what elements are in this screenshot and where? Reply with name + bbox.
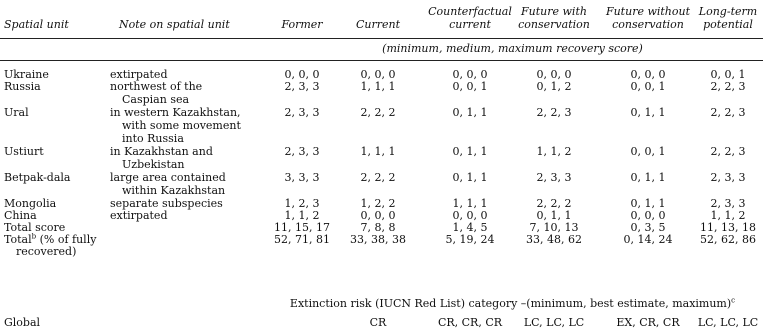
row-current-value: 1, 2, 2 xyxy=(360,197,396,210)
row-former-value: 52, 71, 81 xyxy=(274,233,330,246)
row-note-line: in western Kazakhstan, xyxy=(110,106,241,119)
header-longterm-line1: Long-term xyxy=(698,5,758,18)
row-note-line: within Kazakhstan xyxy=(122,184,226,197)
row-current-value: 33, 38, 38 xyxy=(350,233,406,246)
row-note-line: extirpated xyxy=(110,209,168,222)
row-spatial-unit-text: Total xyxy=(4,233,32,246)
row-longterm-value: 2, 2, 3 xyxy=(710,106,746,119)
header-counterfactual-line1: Counterfactual xyxy=(428,5,512,18)
extinction-header-footnote: c xyxy=(731,296,736,305)
row-future-without-value: 0, 3, 5 xyxy=(630,221,666,234)
row-future-without-value: 0, 0, 0 xyxy=(630,68,666,81)
row-future-with-value: 2, 3, 3 xyxy=(536,171,572,184)
row-former-value: 2, 3, 3 xyxy=(284,145,320,158)
row-future-without-value: 0, 0, 1 xyxy=(630,80,666,93)
row-future-without-value: 0, 1, 1 xyxy=(630,171,666,184)
row-current-value: 7, 8, 8 xyxy=(360,221,396,234)
header-spatial-unit: Spatial unit xyxy=(4,18,69,31)
row-spatial-unit-text: Betpak-dala xyxy=(4,171,71,184)
extinction-header xyxy=(262,298,763,310)
row-spatial-unit-text: Mongolia xyxy=(4,197,57,210)
row-longterm-value: 1, 1, 2 xyxy=(710,209,746,222)
row-note-line: extirpated xyxy=(110,68,168,81)
row-current-value: 2, 2, 2 xyxy=(360,106,396,119)
header-former: Former xyxy=(281,18,323,31)
extinction-global-label: Global xyxy=(4,316,41,329)
row-future-with-value: 2, 2, 2 xyxy=(536,197,572,210)
row-current-value: 2, 2, 2 xyxy=(360,171,396,184)
extinction-future-with: LC, LC, LC xyxy=(523,316,585,329)
row-future-with-value: 1, 1, 2 xyxy=(536,145,572,158)
row-counterfactual-value: 5, 19, 24 xyxy=(445,233,495,246)
header-current: Current xyxy=(355,18,401,31)
row-future-with-value: 0, 1, 2 xyxy=(536,80,572,93)
row-future-with-value: 33, 48, 62 xyxy=(526,233,582,246)
row-spatial-unit-suffix: (% of fully xyxy=(36,233,97,246)
header-longterm-line2: potential xyxy=(703,18,753,31)
row-current-value: 1, 1, 1 xyxy=(360,145,396,158)
row-note-line: separate subspecies xyxy=(110,197,223,210)
row-current-value: 1, 1, 1 xyxy=(360,80,396,93)
row-note-line: Uzbekistan xyxy=(122,158,185,171)
row-counterfactual-value: 0, 0, 1 xyxy=(452,80,488,93)
extinction-future-without: EX, CR, CR xyxy=(616,316,680,329)
row-spatial-unit-text: Ural xyxy=(4,106,29,119)
row-spatial-unit-text: China xyxy=(4,209,37,222)
row-note-line: in Kazakhstan and xyxy=(110,145,213,158)
row-spatial-unit xyxy=(4,81,41,93)
header-future-without-line2: conservation xyxy=(612,18,684,31)
row-note-line: with some movement xyxy=(122,119,241,132)
row-longterm-value: 52, 62, 86 xyxy=(700,233,756,246)
subheader: (minimum, medium, maximum recovery score) xyxy=(382,42,643,55)
row-spatial-unit xyxy=(4,172,70,184)
row-current-value: 0, 0, 0 xyxy=(360,68,396,81)
row-longterm-value: 11, 13, 18 xyxy=(700,221,756,234)
row-longterm-value: 2, 3, 3 xyxy=(710,171,746,184)
row-former-value: 2, 3, 3 xyxy=(284,80,320,93)
row-former-value: 3, 3, 3 xyxy=(284,171,320,184)
header-rule xyxy=(0,38,763,39)
header-counterfactual-line2: current xyxy=(449,18,491,31)
row-counterfactual-value: 0, 1, 1 xyxy=(452,106,488,119)
row-former-value: 1, 1, 2 xyxy=(284,209,320,222)
row-former-value: 11, 15, 17 xyxy=(274,221,330,234)
row-longterm-value: 0, 0, 1 xyxy=(710,68,746,81)
row-spatial-unit xyxy=(4,146,44,158)
row-spatial-unit-text: Total score xyxy=(4,221,66,234)
row-spatial-unit-text: Ustiurt xyxy=(4,145,44,158)
row-spatial-unit-text: Ukraine xyxy=(4,68,49,81)
row-note-line: Caspian sea xyxy=(122,93,190,106)
row-future-without-value: 0, 1, 1 xyxy=(630,197,666,210)
row-future-with-value: 0, 1, 1 xyxy=(536,209,572,222)
row-future-with-value: 2, 2, 3 xyxy=(536,106,572,119)
row-counterfactual-value: 1, 4, 5 xyxy=(452,221,488,234)
extinction-header-text: Extinction risk (IUCN Red List) category –(minimum, best estimate, maximum) xyxy=(289,297,732,310)
extinction-counterfactual: CR, CR, CR xyxy=(437,316,503,329)
row-longterm-value: 2, 2, 3 xyxy=(710,80,746,93)
row-counterfactual-value: 0, 1, 1 xyxy=(452,171,488,184)
row-note-line: into Russia xyxy=(122,132,184,145)
row-future-without-value: 0, 0, 1 xyxy=(630,145,666,158)
row-spatial-unit-footnote: b xyxy=(31,232,37,241)
row-former-value: 2, 3, 3 xyxy=(284,106,320,119)
row-future-without-value: 0, 1, 1 xyxy=(630,106,666,119)
row-future-without-value: 0, 14, 24 xyxy=(623,233,673,246)
row-note-line: large area contained xyxy=(110,171,226,184)
extinction-current: CR xyxy=(369,316,387,329)
header-future-with-line2: conservation xyxy=(518,18,590,31)
header-future-with-line1: Future with xyxy=(521,5,587,18)
row-note-line: northwest of the xyxy=(110,80,203,93)
header-note: Note on spatial unit xyxy=(119,18,230,31)
row-future-with-value: 0, 0, 0 xyxy=(536,68,572,81)
header-future-without-line1: Future without xyxy=(605,5,691,18)
extinction-longterm: LC, LC, LC xyxy=(697,316,759,329)
row-spatial-unit-continuation: recovered) xyxy=(16,245,77,258)
subheader-rule xyxy=(0,60,763,61)
row-counterfactual-value: 0, 0, 0 xyxy=(452,68,488,81)
row-future-with-value: 7, 10, 13 xyxy=(529,221,579,234)
row-longterm-value: 2, 2, 3 xyxy=(710,145,746,158)
row-former-value: 1, 2, 3 xyxy=(284,197,320,210)
row-spatial-unit-text: Russia xyxy=(4,80,41,93)
row-counterfactual-value: 1, 1, 1 xyxy=(452,197,488,210)
row-longterm-value: 2, 3, 3 xyxy=(710,197,746,210)
row-former-value: 0, 0, 0 xyxy=(284,68,320,81)
row-counterfactual-value: 0, 1, 1 xyxy=(452,145,488,158)
row-future-without-value: 0, 0, 0 xyxy=(630,209,666,222)
row-spatial-unit xyxy=(4,107,29,119)
row-current-value: 0, 0, 0 xyxy=(360,209,396,222)
row-counterfactual-value: 0, 0, 0 xyxy=(452,209,488,222)
